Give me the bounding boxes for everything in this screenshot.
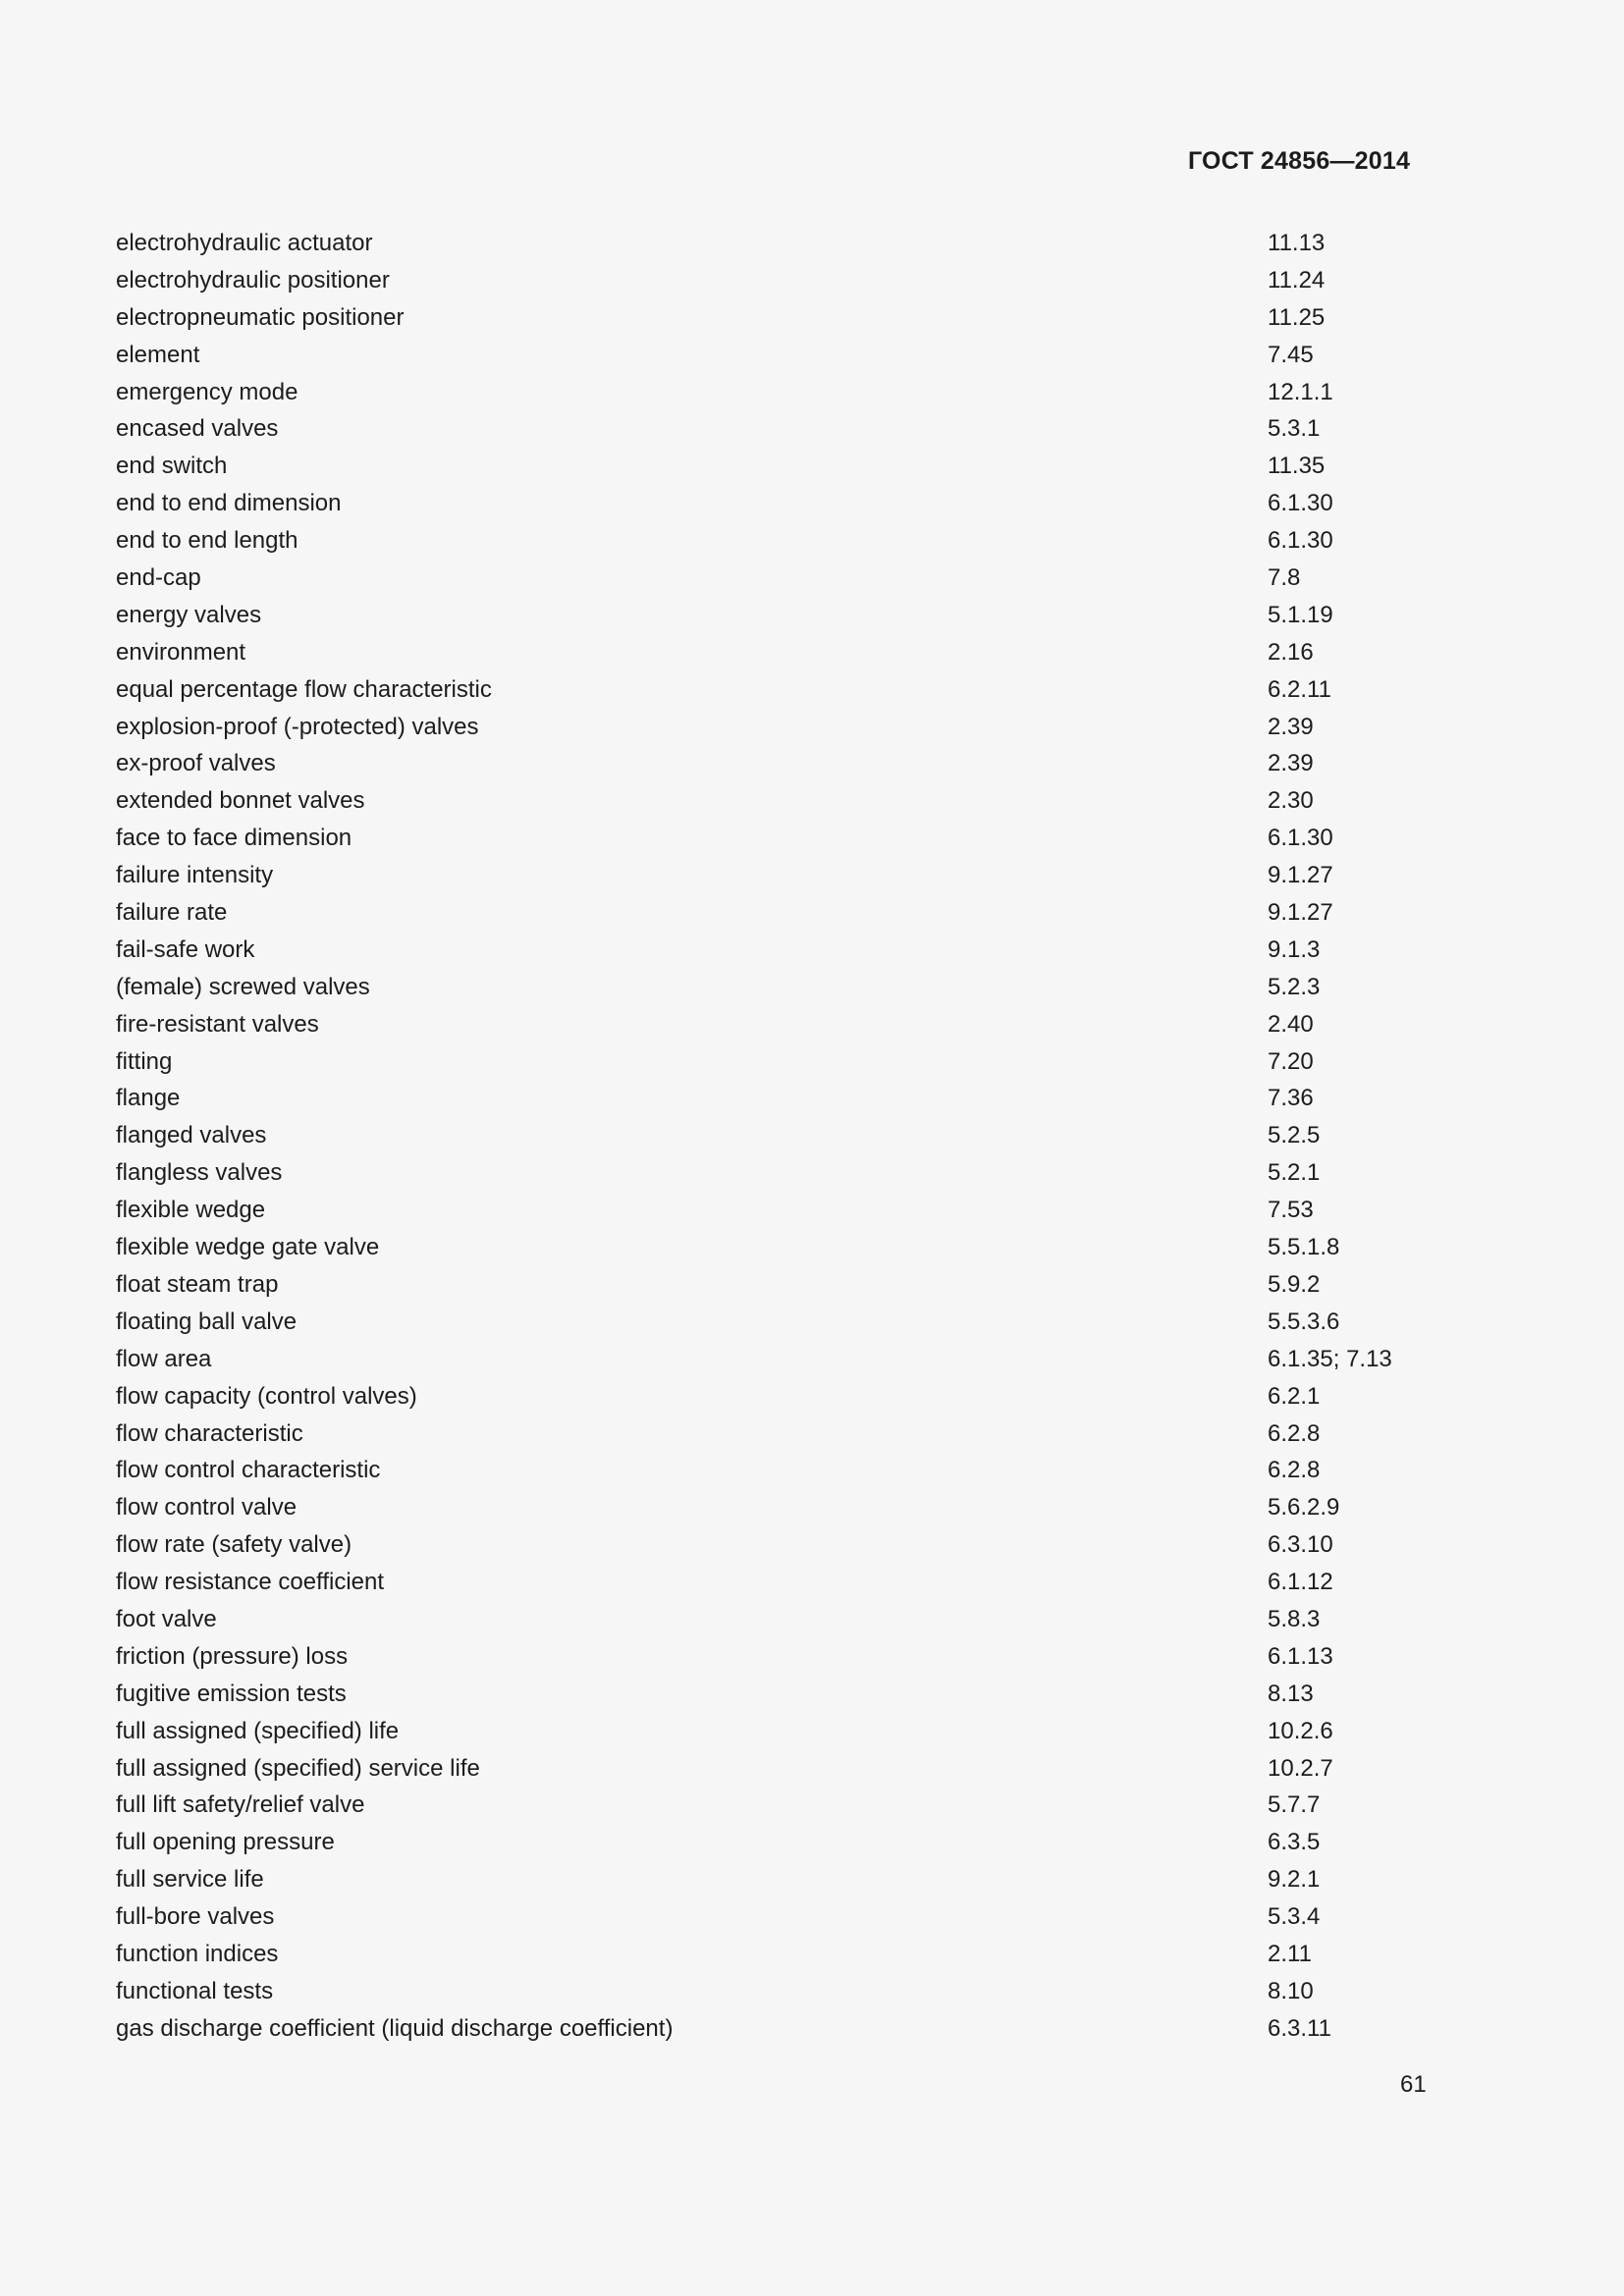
index-reference: 6.3.11 <box>1268 2014 1331 2042</box>
index-term: (female) screwed valves <box>116 973 370 1000</box>
index-reference: 7.20 <box>1268 1047 1314 1075</box>
index-term: function indices <box>116 1940 279 1967</box>
index-row <box>116 1043 1432 1081</box>
index-row <box>116 262 1432 299</box>
index-term: flangless valves <box>116 1159 283 1187</box>
index-row <box>116 1341 1432 1378</box>
index-reference: 9.1.3 <box>1268 935 1321 963</box>
index-term: friction (pressure) loss <box>116 1642 349 1670</box>
index-row <box>116 1192 1432 1229</box>
index-reference: 2.11 <box>1268 1940 1312 1967</box>
index-reference: 5.3.1 <box>1268 415 1321 443</box>
index-term: end switch <box>116 453 228 480</box>
index-reference: 9.1.27 <box>1268 899 1333 927</box>
index-reference: 5.6.2.9 <box>1268 1494 1340 1522</box>
index-term: explosion-proof (-protected) valves <box>116 713 479 740</box>
index-reference: 9.2.1 <box>1268 1866 1321 1894</box>
index-row <box>116 932 1432 969</box>
index-row <box>116 1154 1432 1192</box>
index-term: flange <box>116 1085 181 1112</box>
index-term: extended bonnet valves <box>116 787 365 815</box>
index-row <box>116 1229 1432 1266</box>
index-term: face to face dimension <box>116 825 352 852</box>
index-row <box>116 410 1432 448</box>
index-row <box>116 1713 1432 1750</box>
index-row <box>116 1378 1432 1415</box>
index-row <box>116 1452 1432 1489</box>
index-term: gas discharge coefficient (liquid discharge coefficient) <box>116 2014 674 2042</box>
index-term: flexible wedge gate valve <box>116 1234 380 1261</box>
index-row <box>116 1601 1432 1638</box>
index-row <box>116 337 1432 374</box>
index-reference: 7.36 <box>1268 1085 1314 1112</box>
index-reference: 11.35 <box>1268 453 1326 480</box>
index-reference: 5.5.1.8 <box>1268 1234 1340 1261</box>
index-term: flow area <box>116 1345 212 1372</box>
index-term: flow rate (safety valve) <box>116 1531 352 1559</box>
index-row <box>116 1973 1432 2010</box>
index-row <box>116 969 1432 1006</box>
index-row <box>116 1006 1432 1043</box>
index-reference: 6.1.30 <box>1268 825 1333 852</box>
index-row <box>116 1266 1432 1304</box>
index-term: encased valves <box>116 415 279 443</box>
index-term: full opening pressure <box>116 1829 335 1856</box>
index-row <box>116 299 1432 337</box>
index-reference: 8.10 <box>1268 1977 1314 2004</box>
index-term: flanged valves <box>116 1122 267 1149</box>
index-reference: 7.45 <box>1268 341 1314 368</box>
index-reference: 5.2.1 <box>1268 1159 1321 1187</box>
index-reference: 6.3.10 <box>1268 1531 1333 1559</box>
index-term: full assigned (specified) life <box>116 1717 400 1744</box>
index-term: foot valve <box>116 1605 217 1632</box>
index-row <box>116 2010 1432 2048</box>
index-reference: 5.8.3 <box>1268 1605 1321 1632</box>
index-row <box>116 374 1432 411</box>
index-row <box>116 634 1432 671</box>
index-term: float steam trap <box>116 1270 279 1298</box>
index-term: equal percentage flow characteristic <box>116 675 492 703</box>
index-reference: 5.3.4 <box>1268 1903 1321 1931</box>
index-row <box>116 1564 1432 1601</box>
index-reference: 11.24 <box>1268 266 1326 294</box>
index-reference: 2.39 <box>1268 713 1314 740</box>
index-reference: 6.2.1 <box>1268 1382 1321 1410</box>
index-row <box>116 485 1432 522</box>
index-row <box>116 1676 1432 1713</box>
index-row <box>116 597 1432 634</box>
index-term: environment <box>116 638 246 666</box>
document-standard-code: ГОСТ 24856—2014 <box>1188 147 1411 175</box>
index-term: flow control valve <box>116 1494 298 1522</box>
index-reference: 12.1.1 <box>1268 378 1333 405</box>
index-term: flow control characteristic <box>116 1457 381 1484</box>
index-reference: 5.9.2 <box>1268 1270 1321 1298</box>
index-row <box>116 448 1432 485</box>
index-row <box>116 857 1432 894</box>
page-number: 61 <box>1400 2071 1427 2098</box>
index-reference: 6.2.8 <box>1268 1457 1321 1484</box>
index-row <box>116 560 1432 597</box>
index-reference: 6.3.5 <box>1268 1829 1321 1856</box>
index-reference: 6.2.11 <box>1268 675 1331 703</box>
index-term: functional tests <box>116 1977 274 2004</box>
index-row <box>116 1936 1432 1973</box>
index-row <box>116 1898 1432 1936</box>
index-reference: 5.2.3 <box>1268 973 1321 1000</box>
index-reference: 5.2.5 <box>1268 1122 1321 1149</box>
index-term: fitting <box>116 1047 173 1075</box>
index-row <box>116 1750 1432 1788</box>
index-term: electrohydraulic positioner <box>116 266 390 294</box>
index-term: fail-safe work <box>116 935 255 963</box>
index-term: electrohydraulic actuator <box>116 230 373 256</box>
index-row <box>116 1415 1432 1453</box>
index-term: failure rate <box>116 899 228 927</box>
index-row <box>116 1489 1432 1526</box>
index-term: fire-resistant valves <box>116 1010 319 1038</box>
index-reference: 2.16 <box>1268 638 1314 666</box>
index-row <box>116 1861 1432 1898</box>
index-term: end to end dimension <box>116 490 342 517</box>
index-row <box>116 1304 1432 1341</box>
index-term: flow resistance coefficient <box>116 1569 385 1596</box>
index-reference: 5.7.7 <box>1268 1791 1321 1819</box>
index-term: full lift safety/relief valve <box>116 1791 365 1819</box>
index-reference: 7.53 <box>1268 1197 1314 1224</box>
index-term: energy valves <box>116 601 262 628</box>
index-reference: 6.1.30 <box>1268 527 1333 555</box>
index-term: flexible wedge <box>116 1197 266 1224</box>
index-term: emergency mode <box>116 378 298 405</box>
index-term: flow characteristic <box>116 1419 303 1447</box>
index-row <box>116 522 1432 560</box>
index-term: failure intensity <box>116 862 274 889</box>
index-row <box>116 1787 1432 1824</box>
index-term: full-bore valves <box>116 1903 275 1931</box>
index-reference: 6.1.12 <box>1268 1569 1333 1596</box>
index-reference: 11.13 <box>1268 230 1326 256</box>
index-row <box>116 671 1432 709</box>
index-reference: 8.13 <box>1268 1680 1314 1707</box>
index-reference: 6.2.8 <box>1268 1419 1321 1447</box>
index-reference: 2.30 <box>1268 787 1314 815</box>
index-row <box>116 1824 1432 1861</box>
index-reference: 6.1.35; 7.13 <box>1268 1345 1392 1372</box>
index-reference: 10.2.6 <box>1268 1717 1333 1744</box>
index-term: end to end length <box>116 527 298 555</box>
index-term: ex-proof valves <box>116 750 276 777</box>
index-term: end-cap <box>116 564 201 592</box>
index-term: full assigned (specified) service life <box>116 1754 480 1782</box>
index-reference: 5.5.3.6 <box>1268 1308 1340 1335</box>
index-reference: 6.1.30 <box>1268 490 1333 517</box>
index-row <box>116 1638 1432 1676</box>
index-term: floating ball valve <box>116 1308 298 1335</box>
index-row <box>116 1080 1432 1117</box>
index-reference: 11.25 <box>1268 303 1326 331</box>
index-row <box>116 709 1432 746</box>
index-row <box>116 745 1432 782</box>
index-reference: 6.1.13 <box>1268 1642 1333 1670</box>
index-row <box>116 894 1432 932</box>
index-term: electropneumatic positioner <box>116 303 405 331</box>
index-term: flow capacity (control valves) <box>116 1382 417 1410</box>
index-reference: 2.40 <box>1268 1010 1314 1038</box>
index-reference: 9.1.27 <box>1268 862 1333 889</box>
index-reference: 7.8 <box>1268 564 1301 592</box>
index-row <box>116 225 1432 262</box>
index-term: full service life <box>116 1866 264 1894</box>
index-reference: 2.39 <box>1268 750 1314 777</box>
index-reference: 5.1.19 <box>1268 601 1333 628</box>
index-row <box>116 820 1432 857</box>
index-reference: 10.2.7 <box>1268 1754 1333 1782</box>
index-row <box>116 782 1432 820</box>
index-row <box>116 1526 1432 1564</box>
index-term: fugitive emission tests <box>116 1680 347 1707</box>
index-list <box>116 225 1432 2048</box>
index-row <box>116 1117 1432 1154</box>
index-term: element <box>116 341 200 368</box>
